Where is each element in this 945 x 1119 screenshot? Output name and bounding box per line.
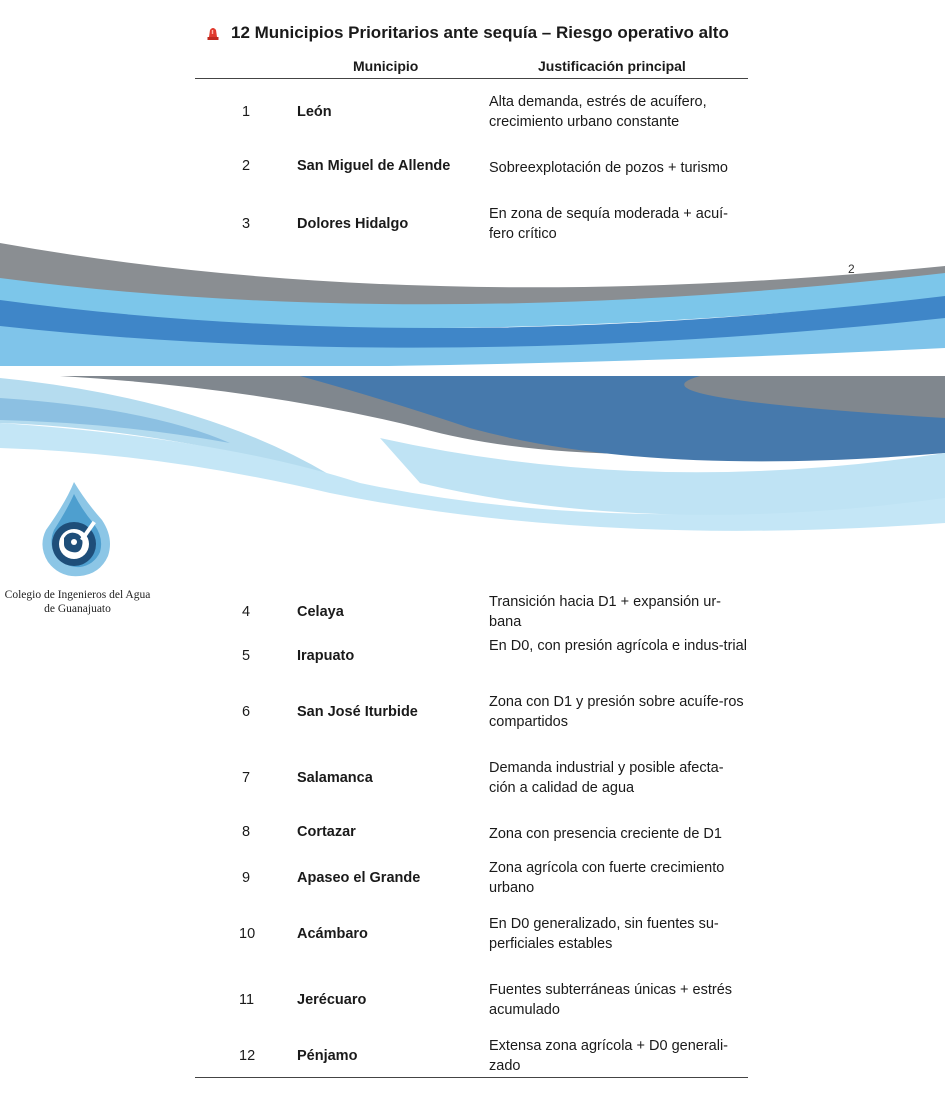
row-justificacion: Extensa zona agrícola + D0 generali-zado (489, 1038, 728, 1074)
row-number: 7 (241, 770, 251, 786)
title-text: 12 Municipios Prioritarios ante sequía – Riesgo operativo alto (231, 23, 729, 42)
row-municipio: Pénjamo (297, 1048, 358, 1064)
table-bottom-rule (195, 1077, 748, 1078)
header-justificacion: Justificación principal (538, 58, 686, 74)
row-number: 6 (241, 704, 251, 720)
row-number: 1 (241, 104, 251, 120)
organization-name: Colegio de Ingenieros del Agua de Guanajuato (4, 589, 151, 615)
row-number: 3 (241, 216, 251, 232)
row-municipio: Apaseo el Grande (297, 870, 421, 886)
row-municipio: Celaya (297, 604, 344, 620)
row-justificacion: En D0 generalizado, sin fuentes su-perficiales estables (489, 916, 719, 952)
row-justificacion: Transición hacia D1 + expansión ur-bana (489, 594, 721, 630)
wave-divider-graphic (0, 238, 945, 538)
row-municipio: San José Iturbide (297, 704, 418, 720)
row-municipio: San Miguel de Allende (297, 158, 451, 174)
row-municipio: Irapuato (297, 648, 355, 664)
header-municipio: Municipio (353, 58, 419, 74)
row-number: 11 (239, 992, 255, 1008)
row-number: 12 (239, 1048, 256, 1064)
row-number: 8 (241, 824, 251, 840)
row-municipio: Acámbaro (297, 926, 368, 942)
row-number: 5 (241, 648, 251, 664)
page-number: 2 (848, 262, 855, 276)
alarm-siren-icon (205, 25, 221, 41)
row-justificacion: En zona de sequía moderada + acuí-fero crítico (489, 206, 729, 242)
row-number: 4 (241, 604, 251, 620)
row-municipio: Salamanca (297, 770, 373, 786)
table-header (195, 58, 748, 79)
row-municipio: Dolores Hidalgo (297, 216, 409, 232)
row-municipio: León (297, 104, 332, 120)
row-number: 9 (241, 870, 251, 886)
document-title (205, 20, 729, 46)
row-justificacion: Zona agrícola con fuerte crecimiento urbano (489, 860, 725, 896)
row-municipio: Jerécuaro (297, 992, 367, 1008)
row-justificacion: Fuentes subterráneas únicas + estrés acumulado (489, 982, 733, 1018)
row-justificacion: Zona con D1 y presión sobre acuífe-ros compartidos (489, 694, 744, 730)
wave-white-gap (0, 366, 945, 372)
row-justificacion: Zona con presencia creciente de D1 (489, 826, 722, 842)
row-number: 2 (241, 158, 251, 174)
row-justificacion: Sobreexplotación de pozos + turismo (489, 160, 728, 176)
row-justificacion: Demanda industrial y posible afecta-ción a calidad de agua (489, 760, 724, 796)
row-municipio: Cortazar (297, 824, 356, 840)
row-justificacion: Alta demanda, estrés de acuífero, crecimiento urbano constante (489, 94, 707, 130)
water-drop-logo (36, 480, 114, 580)
row-number: 10 (239, 926, 256, 942)
row-justificacion: En D0, con presión agrícola e indus-trial (489, 638, 747, 654)
